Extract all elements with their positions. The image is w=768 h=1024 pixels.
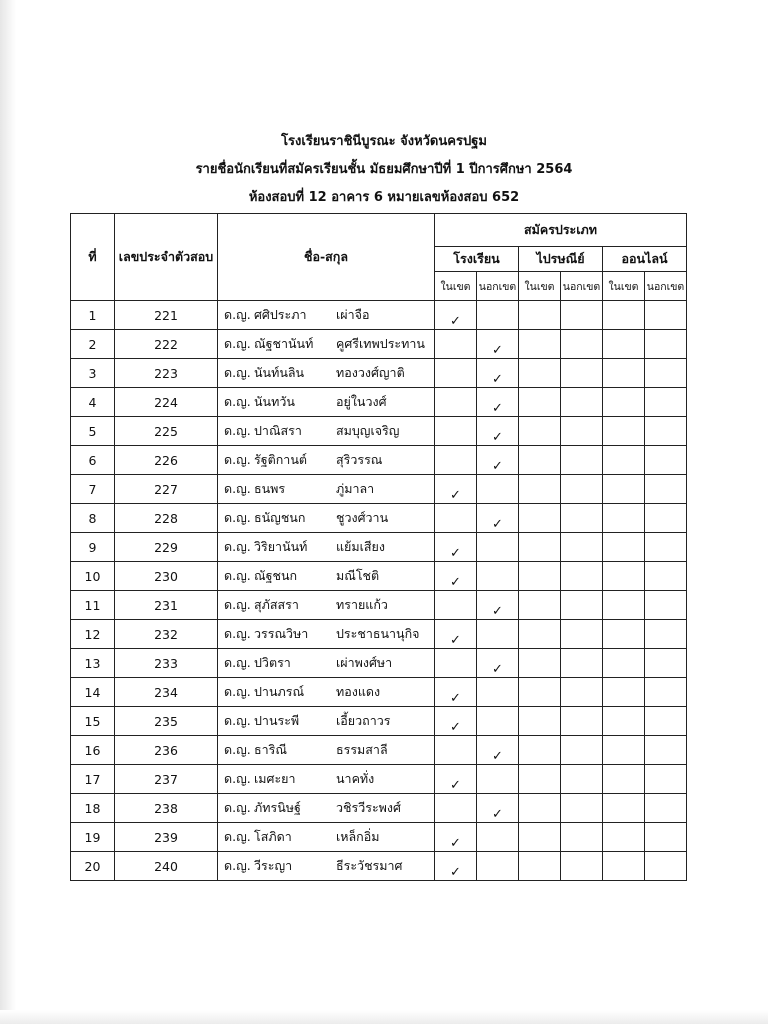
cell-school-out [477,475,519,504]
cell-post-in [519,417,561,446]
row-no: 2 [71,330,115,359]
cell-school-in [435,649,477,678]
cell-post-out [561,388,603,417]
check-mark-icon: ✓ [450,575,461,590]
cell-post-in [519,678,561,707]
check-mark-icon: ✓ [450,778,461,793]
cell-online-out [645,359,687,388]
last-name: วชิรวีระพงศ์ [336,800,401,815]
cell-post-out [561,765,603,794]
row-name [218,504,435,533]
name-title: ด.ญ. [224,597,251,612]
cell-school-in [435,533,477,562]
row-no: 4 [71,388,115,417]
last-name: นาคทั่ง [336,771,375,786]
row-no: 10 [71,562,115,591]
table-row [71,765,687,794]
row-exam-id: 228 [115,504,218,533]
name-title: ด.ญ. [224,510,251,525]
row-name [218,330,435,359]
last-name: ภู่มาลา [336,481,375,496]
cell-school-in [435,417,477,446]
cell-post-out [561,591,603,620]
sub-header-school-out: นอกเขต [477,272,519,301]
last-name: สมบุญเจริญ [336,423,400,438]
cell-online-out [645,504,687,533]
cell-online-in [603,620,645,649]
cell-online-in [603,649,645,678]
row-exam-id: 231 [115,591,218,620]
row-exam-id: 239 [115,823,218,852]
cell-online-out [645,852,687,881]
cell-post-in [519,446,561,475]
cell-online-in [603,330,645,359]
check-mark-icon: ✓ [492,459,503,474]
cell-post-in [519,794,561,823]
row-name [218,649,435,678]
table-row [71,330,687,359]
cell-online-out [645,736,687,765]
cell-post-in [519,301,561,330]
row-no: 6 [71,446,115,475]
last-name: แย้มเสียง [336,539,385,554]
cell-school-out [477,736,519,765]
name-title: ด.ญ. [224,655,251,670]
first-name: รัฐติกานต์ [254,452,307,467]
row-no: 17 [71,765,115,794]
cell-school-out [477,388,519,417]
check-mark-icon: ✓ [450,691,461,706]
first-name: ปานระพี [254,713,300,728]
first-name: ปานภรณ์ [254,684,305,699]
cell-post-out [561,504,603,533]
sub-header-school-in: ในเขต [435,272,477,301]
cell-post-in [519,504,561,533]
check-mark-icon: ✓ [450,314,461,329]
check-mark-icon: ✓ [450,546,461,561]
cell-post-in [519,852,561,881]
cell-online-out [645,649,687,678]
cell-school-out [477,330,519,359]
cell-school-out [477,359,519,388]
cell-school-out [477,504,519,533]
row-no: 1 [71,301,115,330]
last-name: ประชาธนานุกิจ [336,626,420,641]
first-name: ปาณิสรา [254,423,302,438]
name-title: ด.ญ. [224,423,251,438]
row-no: 20 [71,852,115,881]
cell-school-in [435,504,477,533]
cell-online-out [645,678,687,707]
sub-header-online-out: นอกเขต [645,272,687,301]
row-no: 3 [71,359,115,388]
row-exam-id: 237 [115,765,218,794]
cell-post-in [519,475,561,504]
first-name: ศศิประภา [254,307,307,322]
cell-school-out [477,823,519,852]
cell-online-in [603,852,645,881]
cell-school-in [435,678,477,707]
first-name: ธนัญชนก [254,510,306,525]
table-row [71,562,687,591]
row-no: 7 [71,475,115,504]
cell-online-out [645,388,687,417]
row-exam-id: 226 [115,446,218,475]
last-name: ทรายแก้ว [336,597,388,612]
cell-online-in [603,823,645,852]
cell-online-in [603,475,645,504]
name-title: ด.ญ. [224,307,251,322]
col-header-name: ชื่อ-สกุล [218,214,435,301]
cell-post-in [519,736,561,765]
sub-header-post-in: ในเขต [519,272,561,301]
cell-online-out [645,591,687,620]
cell-post-in [519,765,561,794]
school-name: โรงเรียนราชินีบูรณะ จังหวัดนครปฐม [281,134,487,149]
row-exam-id: 227 [115,475,218,504]
last-name: ทองวงศ์ญาติ [336,365,405,380]
row-name [218,301,435,330]
cell-post-in [519,823,561,852]
cell-post-out [561,794,603,823]
cell-post-in [519,620,561,649]
first-name: ธาริณี [254,742,287,757]
cell-post-out [561,852,603,881]
row-name [218,359,435,388]
check-mark-icon: ✓ [450,488,461,503]
first-name: ธนพร [254,481,286,496]
cell-school-in [435,736,477,765]
student-table [70,213,687,881]
last-name: เอี้ยวถาวร [336,713,391,728]
name-title: ด.ญ. [224,858,251,873]
check-mark-icon: ✓ [492,372,503,387]
cell-online-in [603,301,645,330]
sub-header-post-out: นอกเขต [561,272,603,301]
sub-header-online-in: ในเขต [603,272,645,301]
row-name [218,591,435,620]
row-no: 16 [71,736,115,765]
cell-online-out [645,823,687,852]
cell-online-out [645,794,687,823]
cell-school-in [435,475,477,504]
cell-post-out [561,533,603,562]
name-title: ด.ญ. [224,684,251,699]
check-mark-icon: ✓ [450,865,461,880]
name-title: ด.ญ. [224,452,251,467]
name-title: ด.ญ. [224,626,251,641]
first-name: วรรณวิษา [254,626,309,641]
name-title: ด.ญ. [224,771,251,786]
row-exam-id: 235 [115,707,218,736]
row-exam-id: 240 [115,852,218,881]
cell-school-in [435,852,477,881]
check-mark-icon: ✓ [492,807,503,822]
last-name: อยู่ในวงศ์ [336,394,387,409]
last-name: มณีโชติ [336,568,380,583]
cell-post-out [561,707,603,736]
exam-room-info: ห้องสอบที่ 12 อาคาร 6 หมายเลขห้องสอบ 652 [248,190,520,205]
cell-online-in [603,707,645,736]
cell-school-out [477,707,519,736]
cell-school-out [477,678,519,707]
cell-school-in [435,388,477,417]
cell-school-in [435,359,477,388]
row-name [218,620,435,649]
table-row [71,736,687,765]
table-row [71,359,687,388]
cell-online-in [603,388,645,417]
cell-school-out [477,649,519,678]
cell-school-out [477,417,519,446]
cell-post-in [519,649,561,678]
table-row [71,591,687,620]
name-title: ด.ญ. [224,365,251,380]
check-mark-icon: ✓ [492,662,503,677]
cell-post-in [519,533,561,562]
last-name: ธรรมสาลี [336,742,388,757]
last-name: คูศรีเทพประทาน [336,336,425,351]
check-mark-icon: ✓ [492,401,503,416]
table-row [71,794,687,823]
check-mark-icon: ✓ [492,430,503,445]
cell-school-in [435,620,477,649]
row-exam-id: 223 [115,359,218,388]
first-name: โสภิดา [254,829,292,844]
cell-online-in [603,359,645,388]
name-title: ด.ญ. [224,568,251,583]
cell-post-out [561,446,603,475]
cell-school-in [435,707,477,736]
name-title: ด.ญ. [224,539,251,554]
cell-post-out [561,359,603,388]
table-row [71,417,687,446]
row-no: 19 [71,823,115,852]
row-exam-id: 229 [115,533,218,562]
name-title: ด.ญ. [224,713,251,728]
cell-school-out [477,794,519,823]
cell-school-out [477,852,519,881]
table-row [71,649,687,678]
cell-online-out [645,562,687,591]
cell-online-in [603,446,645,475]
row-no: 8 [71,504,115,533]
row-name [218,533,435,562]
cell-online-in [603,591,645,620]
cell-post-out [561,620,603,649]
first-name: วิริยานันท์ [254,539,308,554]
table-row [71,301,687,330]
first-name: ณัฐชนก [254,568,298,583]
cell-post-in [519,330,561,359]
table-row [71,620,687,649]
row-exam-id: 221 [115,301,218,330]
cell-online-out [645,330,687,359]
cell-online-in [603,533,645,562]
last-name: สุริวรรณ [336,452,383,467]
table-row [71,388,687,417]
cell-online-in [603,794,645,823]
cell-online-out [645,475,687,504]
row-exam-id: 232 [115,620,218,649]
cell-post-in [519,388,561,417]
first-name: นันทวัน [254,394,295,409]
row-name [218,388,435,417]
table-row [71,678,687,707]
cell-school-in [435,823,477,852]
list-title: รายชื่อนักเรียนที่สมัครเรียนชั้น มัธยมศึกษาปีที่ 1 ปีการศึกษา 2564 [195,162,573,177]
row-name [218,736,435,765]
last-name: เหล็กอิ่ม [336,829,380,844]
col-header-exam-id: เลขประจำตัวสอบ [115,214,218,301]
check-mark-icon: ✓ [492,517,503,532]
first-name: เมศะยา [254,771,296,786]
row-name [218,765,435,794]
cell-school-out [477,591,519,620]
table-row [71,446,687,475]
cell-school-out [477,533,519,562]
cell-online-in [603,417,645,446]
first-name: ณัฐชานันท์ [254,336,314,351]
row-exam-id: 233 [115,649,218,678]
cell-post-out [561,678,603,707]
cell-post-out [561,417,603,446]
row-no: 18 [71,794,115,823]
row-name [218,562,435,591]
page-bottom-shadow [0,1010,768,1024]
row-exam-id: 238 [115,794,218,823]
first-name: ภัทรนิษฐ์ [254,800,301,815]
cell-online-out [645,301,687,330]
name-title: ด.ญ. [224,800,251,815]
cell-online-out [645,417,687,446]
name-title: ด.ญ. [224,336,251,351]
cell-post-out [561,475,603,504]
check-mark-icon: ✓ [450,836,461,851]
row-name [218,852,435,881]
row-name [218,794,435,823]
last-name: เผ่าพงศ์ษา [336,655,393,670]
row-name [218,823,435,852]
name-title: ด.ญ. [224,394,251,409]
cell-school-in [435,562,477,591]
cell-school-in [435,446,477,475]
row-exam-id: 234 [115,678,218,707]
row-exam-id: 222 [115,330,218,359]
table-row [71,852,687,881]
group-header-online: ออนไลน์ [603,247,687,272]
row-exam-id: 230 [115,562,218,591]
cell-online-in [603,765,645,794]
cell-online-out [645,533,687,562]
cell-school-in [435,330,477,359]
last-name: เผ่าจือ [336,307,370,322]
table-row [71,707,687,736]
cell-online-out [645,620,687,649]
cell-online-out [645,707,687,736]
row-no: 9 [71,533,115,562]
col-header-type: สมัครประเภท [435,214,687,247]
cell-post-in [519,562,561,591]
first-name: ปวิตรา [254,655,291,670]
first-name: สุภัสสรา [254,597,299,612]
group-header-post: ไปรษณีย์ [519,247,603,272]
check-mark-icon: ✓ [492,343,503,358]
last-name: ทองแดง [336,684,381,699]
check-mark-icon: ✓ [450,633,461,648]
row-exam-id: 225 [115,417,218,446]
col-header-no: ที่ [71,214,115,301]
check-mark-icon: ✓ [450,720,461,735]
cell-post-out [561,823,603,852]
cell-online-out [645,765,687,794]
last-name: ธีระวัชรมาศ [336,858,403,873]
table-row [71,475,687,504]
cell-post-in [519,707,561,736]
cell-school-out [477,446,519,475]
cell-school-in [435,591,477,620]
first-name: นันท์นลิน [254,365,305,380]
cell-school-in [435,794,477,823]
name-title: ด.ญ. [224,829,251,844]
cell-school-out [477,765,519,794]
table-row [71,823,687,852]
cell-post-in [519,359,561,388]
table-row [71,533,687,562]
cell-school-in [435,765,477,794]
cell-post-out [561,562,603,591]
row-no: 14 [71,678,115,707]
last-name: ชูวงศ์วาน [336,510,389,525]
cell-post-out [561,736,603,765]
cell-online-in [603,504,645,533]
cell-school-out [477,620,519,649]
row-no: 5 [71,417,115,446]
row-no: 11 [71,591,115,620]
cell-school-in [435,301,477,330]
cell-school-out [477,301,519,330]
cell-post-in [519,591,561,620]
cell-post-out [561,301,603,330]
check-mark-icon: ✓ [492,749,503,764]
row-no: 12 [71,620,115,649]
row-name [218,417,435,446]
cell-online-in [603,562,645,591]
document-header [0,128,768,212]
name-title: ด.ญ. [224,481,251,496]
row-exam-id: 236 [115,736,218,765]
name-title: ด.ญ. [224,742,251,757]
row-name [218,446,435,475]
group-header-school: โรงเรียน [435,247,519,272]
row-no: 13 [71,649,115,678]
first-name: วีระญา [254,858,293,873]
row-name [218,678,435,707]
cell-post-out [561,330,603,359]
row-exam-id: 224 [115,388,218,417]
check-mark-icon: ✓ [492,604,503,619]
cell-post-out [561,649,603,678]
table-row [71,504,687,533]
cell-online-out [645,446,687,475]
cell-online-in [603,678,645,707]
row-name [218,707,435,736]
cell-online-in [603,736,645,765]
cell-school-out [477,562,519,591]
row-no: 15 [71,707,115,736]
row-name [218,475,435,504]
